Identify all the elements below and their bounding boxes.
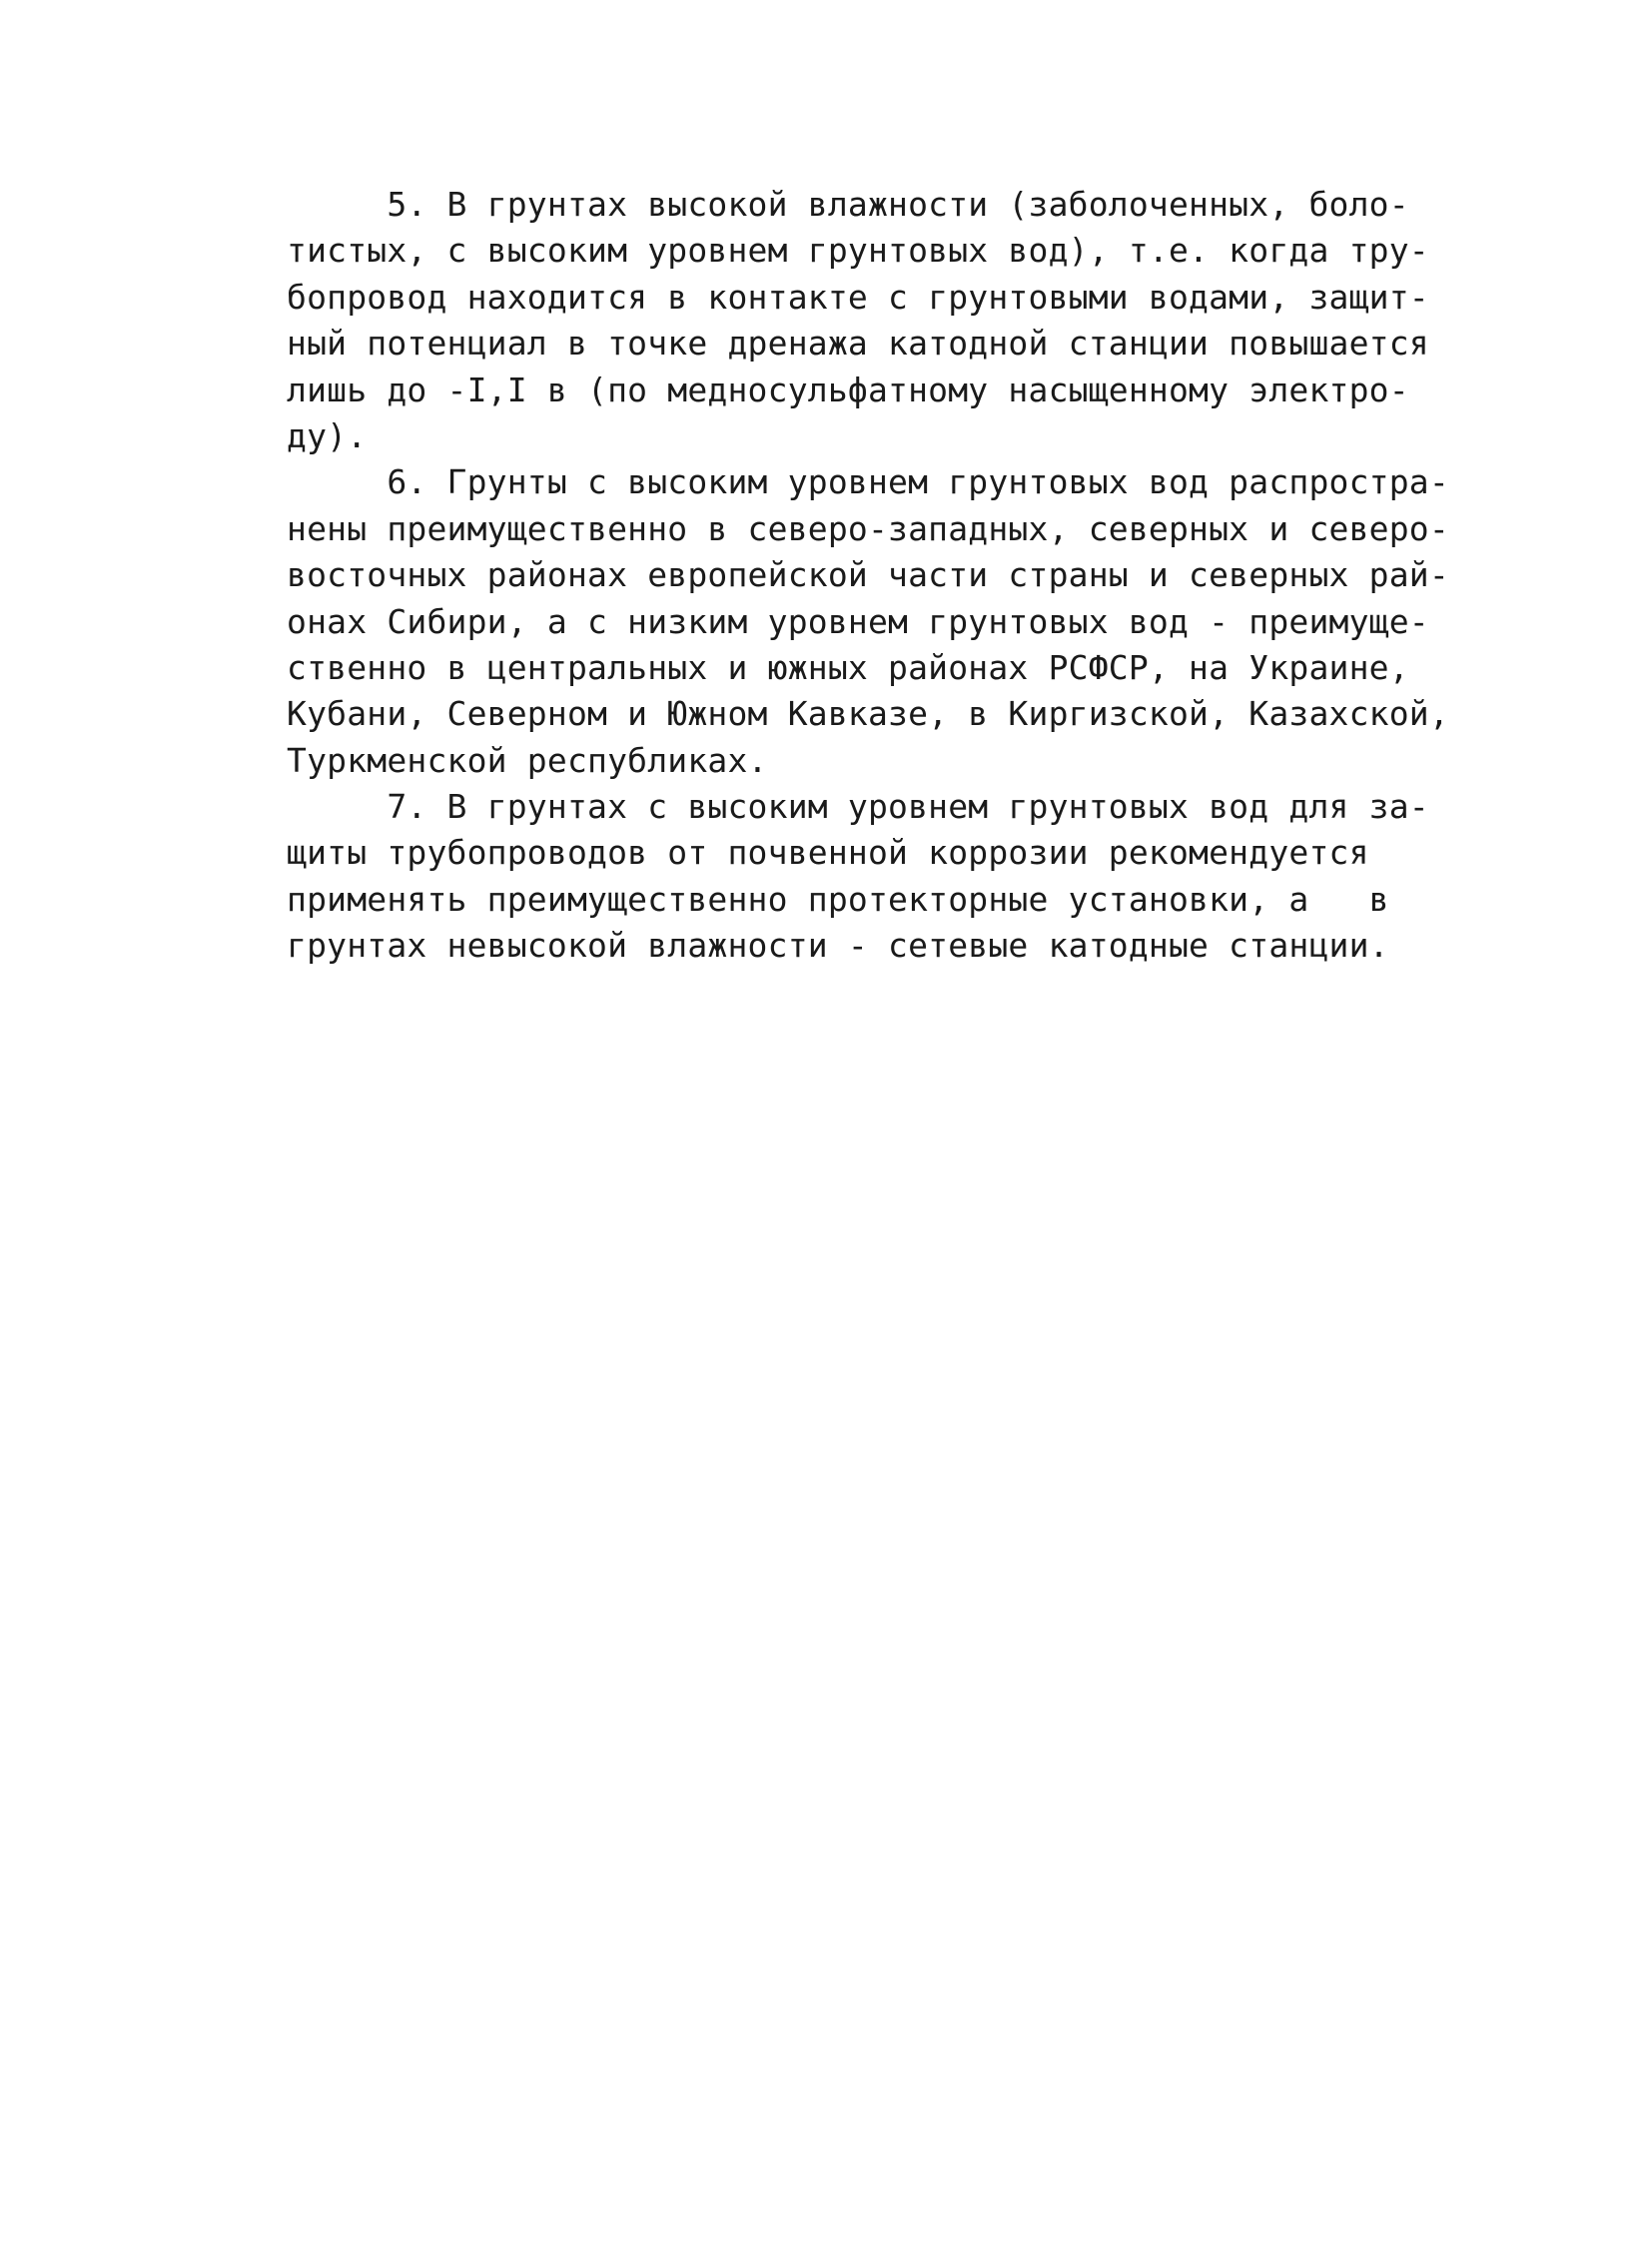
text-line: лишь до -I,I в (по медносульфатному насыщенному электро- xyxy=(287,370,1409,409)
text-line: 7. В грунтах с высоким уровнем грунтовых вод для за- xyxy=(287,787,1429,827)
text-line: нены преимущественно в северо-западных, северных и северо- xyxy=(287,508,1449,548)
text-line: применять преимущественно протекторные установки, а в xyxy=(287,879,1389,919)
text-line: 5. В грунтах высокой влажности (заболоченных, боло- xyxy=(287,185,1409,224)
text-line: щиты трубопроводов от почвенной коррозии рекомендуется xyxy=(287,833,1369,873)
text-line: тистых, с высоким уровнем грунтовых вод), т.е. когда тру- xyxy=(287,231,1429,271)
text-line: ственно в центральных и южных районах РСФСР, на Украине, xyxy=(287,647,1409,687)
text-line: бопровод находится в контакте с грунтовыми водами, защит- xyxy=(287,277,1429,317)
text-line: 6. Грунты с высоким уровнем грунтовых вод распростра- xyxy=(287,462,1449,502)
text-line: ный потенциал в точке дренажа катодной станции повышается xyxy=(287,324,1429,364)
paragraph-5 xyxy=(287,182,1429,459)
text-block xyxy=(287,182,1449,970)
text-line: Туркменской республиках. xyxy=(287,740,768,780)
text-line: ду). xyxy=(287,415,368,455)
text-line: восточных районах европейской части страны и северных рай- xyxy=(287,555,1449,595)
text-line: онах Сибири, а с низким уровнем грунтовых вод - преимуще- xyxy=(287,601,1429,641)
paragraph-7 xyxy=(287,784,1429,970)
paragraph-6 xyxy=(287,459,1449,784)
text-line: грунтах невысокой влажности - сетевые катодные станции. xyxy=(287,926,1389,966)
text-line: Кубани, Северном и Южном Кавказе, в Киргизской, Казахской, xyxy=(287,694,1449,734)
